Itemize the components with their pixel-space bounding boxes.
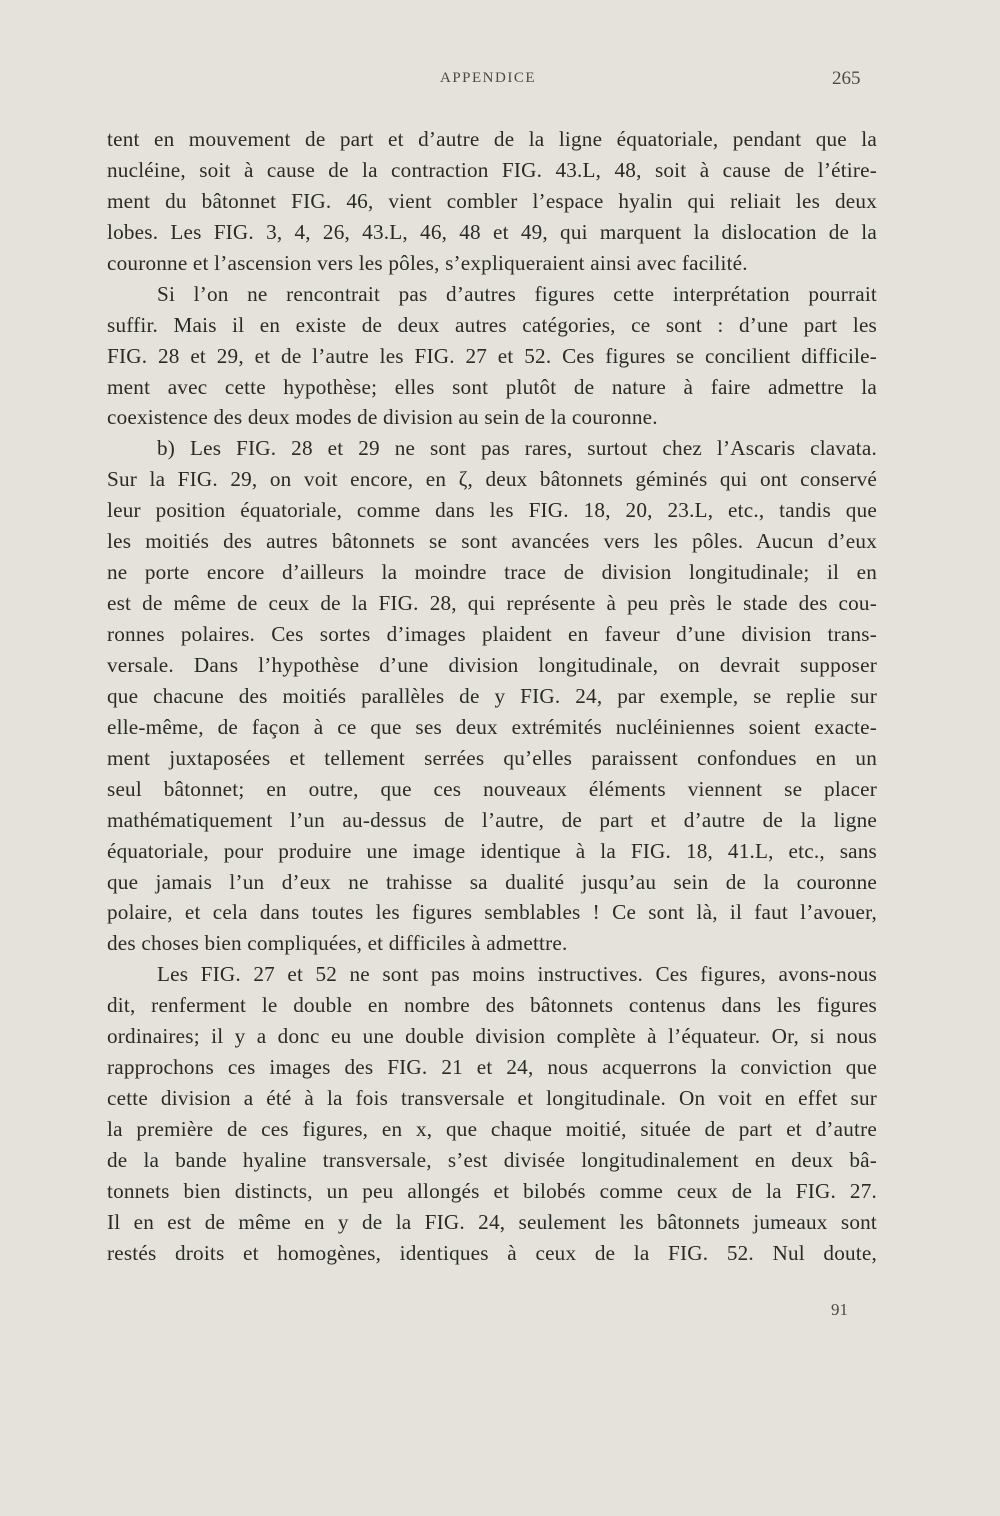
signature-mark: 91 bbox=[831, 1300, 848, 1319]
text-line: FIG. 28 et 29, et de l’autre les FIG. 27 et 52. Ces figures se concilient difficile- bbox=[107, 343, 877, 368]
text-line: la première de ces figures, en x, que chaque moitié, située de part et d’autre bbox=[107, 1117, 877, 1141]
text-line: ment avec cette hypothèse; elles sont plutôt de nature à faire admettre la bbox=[107, 374, 877, 399]
text-line: polaire, et cela dans toutes les figures semblables ! Ce sont là, il faut l’avouer, bbox=[107, 900, 877, 925]
text-line: Les FIG. 27 et 52 ne sont pas moins instructives. Ces figures, avons-nous bbox=[157, 962, 877, 987]
text-line: ne porte encore d’ailleurs la moindre trace de division longitudinale; il en bbox=[107, 560, 877, 585]
text-line: ment juxtaposées et tellement serrées qu’elles paraissent confondues en un bbox=[107, 745, 877, 770]
text-line: que jamais l’un d’eux ne trahisse sa dualité jusqu’au sein de la couronne bbox=[107, 869, 877, 894]
text-line: seul bâtonnet; en outre, que ces nouveaux éléments viennent se placer bbox=[107, 776, 877, 801]
text-line: ordinaires; il y a donc eu une double division complète à l’équateur. Or, si nous bbox=[107, 1024, 877, 1049]
text-line: les moitiés des autres bâtonnets se sont avancées vers les pôles. Aucun d’eux bbox=[107, 529, 877, 554]
text-line: des choses bien compliquées, et difficiles à admettre. bbox=[107, 931, 568, 956]
text-line: leur position équatoriale, comme dans les FIG. 18, 20, 23.L, etc., tandis que bbox=[107, 498, 877, 523]
text-line: dit, renferment le double en nombre des bâtonnets contenus dans les figures bbox=[107, 993, 877, 1018]
text-line: Il en est de même en y de la FIG. 24, seulement les bâtonnets jumeaux sont bbox=[107, 1209, 877, 1234]
text-line: ronnes polaires. Ces sortes d’images plaident en faveur d’une division trans- bbox=[107, 622, 877, 646]
text-line: couronne et l’ascension vers les pôles, s’expliqueraient ainsi avec facilité. bbox=[107, 250, 748, 275]
text-line: b) Les FIG. 28 et 29 ne sont pas rares, surtout chez l’Ascaris clavata. bbox=[157, 436, 877, 461]
text-line: équatoriale, pour produire une image identique à la FIG. 18, 41.L, etc., sans bbox=[107, 838, 877, 863]
text-line: cette division a été à la fois transversale et longitudinale. On voit en effet sur bbox=[107, 1086, 877, 1111]
text-line: nucléine, soit à cause de la contraction FIG. 43.L, 48, soit à cause de l’étire- bbox=[107, 157, 877, 182]
text-line: tent en mouvement de part et d’autre de la ligne équatoriale, pendant que la bbox=[107, 127, 877, 151]
text-line: versale. Dans l’hypothèse d’une division longitudinale, on devrait supposer bbox=[107, 652, 877, 677]
body-text bbox=[107, 124, 877, 1269]
text-line: elle-même, de façon à ce que ses deux extrémités nucléiniennes soient exacte- bbox=[107, 714, 877, 739]
text-line: coexistence des deux modes de division au sein de la couronne. bbox=[107, 405, 658, 430]
text-line: suffir. Mais il en existe de deux autres catégories, ce sont : d’une part les bbox=[107, 312, 877, 337]
text-line: lobes. Les FIG. 3, 4, 26, 43.L, 46, 48 et 49, qui marquent la dislocation de la bbox=[107, 219, 877, 244]
text-line: rapprochons ces images des FIG. 21 et 24, nous acquerrons la conviction que bbox=[107, 1055, 877, 1080]
text-line: que chacune des moitiés parallèles de y FIG. 24, par exemple, se replie sur bbox=[107, 683, 877, 708]
text-line: Si l’on ne rencontrait pas d’autres figures cette interprétation pourrait bbox=[157, 281, 877, 306]
text-line: Sur la FIG. 29, on voit encore, en ζ, deux bâtonnets géminés qui ont conservé bbox=[107, 467, 877, 492]
running-head: APPENDICE bbox=[440, 70, 537, 86]
text-line: tonnets bien distincts, un peu allongés et bilobés comme ceux de la FIG. 27. bbox=[107, 1178, 877, 1203]
text-line: ment du bâtonnet FIG. 46, vient combler l’espace hyalin qui reliait les deux bbox=[107, 188, 877, 213]
text-line: mathématiquement l’un au-dessus de l’autre, de part et d’autre de la ligne bbox=[107, 807, 877, 832]
text-line: de la bande hyaline transversale, s’est divisée longitudinalement en deux bâ- bbox=[107, 1147, 877, 1172]
text-line: est de même de ceux de la FIG. 28, qui représente à peu près le stade des cou- bbox=[107, 591, 877, 616]
text-line: restés droits et homogènes, identiques à ceux de la FIG. 52. Nul doute, bbox=[107, 1240, 877, 1265]
page-number: 265 bbox=[832, 68, 861, 89]
